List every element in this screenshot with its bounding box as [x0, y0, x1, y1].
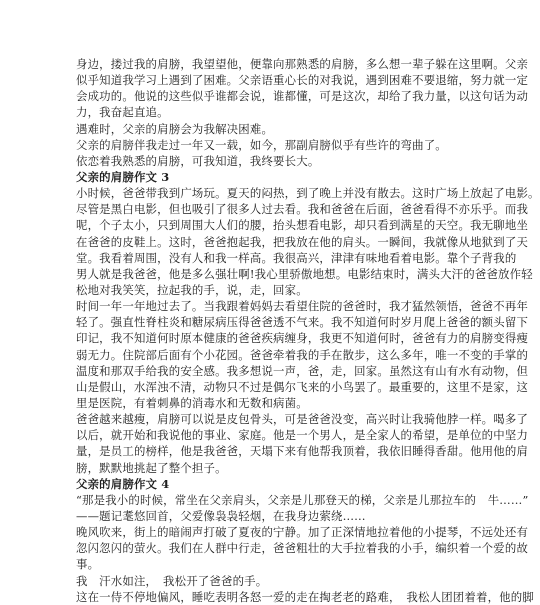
paragraph-line: 我 汗水如注， 我松开了爸爸的手。 [76, 573, 268, 588]
paragraph-line: 膀，默默地挑起了整个担子。 [76, 460, 227, 475]
paragraph-line: 身边，搂过我的肩膀，我望望他，便靠向那熟悉的肩膀，多么想一辈子躲在这里啊。父亲 [76, 57, 529, 71]
paragraph-line: 时间一年一年地过去了。当我跟着妈妈去看望住院的爸爸时，我才猛然领悟，爸爸不再年 [76, 299, 529, 314]
document-body [76, 56, 540, 605]
paragraph-line: 轻了。强直性脊柱炎和糖尿病压得爸爸透不气来。我不知道何时岁月爬上爸爸的额头留下 [76, 315, 529, 330]
paragraph-line: 尽管是黑白电影，但也吸引了很多人过去看。我和爸爸在后面，爸爸看得不亦乐乎。而我 [76, 202, 529, 217]
paragraph-line: 事。 [76, 557, 100, 572]
paragraph-line: 印记，我不知道何时原本健康的爸爸疾病缠身，我更不知道何时，爸爸有力的肩膀变得瘦 [76, 331, 529, 346]
paragraph-line: 山是假山，水浑浊不清，动物只不过是偶尔飞来的小鸟罢了。最重要的，这里不是家，这 [76, 379, 529, 394]
paragraph-line: 松地对我笑笑，拉起我的手，说，走，回家。 [76, 282, 308, 297]
paragraph-line: 男人就是我爸爸，他是多么强壮啊!我心里骄傲地想。电影结束时，满头大汗的爸爸放作轻 [76, 266, 533, 281]
paragraph-line: 忽闪忽闪的萤火。我们在人群中行走，爸爸粗壮的大手拉着我的小手，编织着一个爱的故 [76, 541, 529, 556]
section-heading: 父亲的肩膀作文 4 [76, 476, 170, 491]
paragraph-line: 以后，就开始和我说他的事业、家庭。他是一个男人，是全家人的希望，是单位的中坚力 [76, 428, 529, 443]
paragraph-line: 弱无力。住院部后面有个小花园。爸爸牵着我的手在散步，这么多年，唯一不变的手掌的 [76, 347, 529, 362]
paragraph-line: 堂。我看着周围，没有人和我一样高。我很高兴，津津有味地看着电影。靠个子背我的 [76, 250, 517, 265]
paragraph-line: 父亲的肩膀伴我走过一年又一载，如今，那副肩膀似乎有些许的弯曲了。 [76, 137, 447, 152]
paragraph-line: 温度和那双手给我的安全感。我多想说一声，爸，走，回家。虽然这有山有水有动物，但 [76, 363, 529, 378]
paragraph-line: 晚风吹来，街上的暗闹声打破了夏夜的宁静。加了正深情地拉着他的小提琴，不远处还有 [76, 525, 529, 540]
paragraph-line: 小时候，爸爸带我到广场玩。夏天的闷热，到了晚上并没有散去。这时广场上放起了电影。 [76, 186, 540, 201]
paragraph-line: 在爸爸的皮鞋上。这时，爸爸抱起我，把我放在他的肩头。一瞬间，我就像从地狱到了天 [76, 234, 529, 249]
paragraph-line: 爸爸越来越瘦，肩膀可以说是皮包骨头，可是爸爸没变，高兴时让我骑他脖一样。喝多了 [76, 412, 529, 427]
paragraph-line: 呢，个子太小，只到周围大人们的腰，抬头想看电影，却只看到满星的天空。我无聊地坐 [76, 218, 529, 233]
paragraph-line: 依恋着我熟悉的肩膀，可我知道，我终要长大。 [76, 153, 320, 168]
paragraph-line: 力，我奋起直追。 [76, 105, 169, 120]
paragraph-line: ——题记耄悠回首，父爱像袅袅轻烟，在我身边萦绕…… [76, 508, 366, 523]
paragraph-line: 似乎知道我学习上遇到了困难。父亲语重心长的对我说，遇到困难不要退缩，努力就一定 [76, 73, 529, 88]
section-heading: 父亲的肩膀作文 3 [76, 169, 170, 184]
paragraph-line: 里是医院，有着刺鼻的消毒水和无数和病菌。 [76, 395, 308, 410]
paragraph-line: 会成功的。他说的这些似乎谁都会说，谁都懂，可是这次，却给了我力量，以这句话为动 [76, 89, 529, 104]
paragraph-line: 遇难时，父亲的肩膀会为我解决困难。 [76, 121, 274, 136]
paragraph-line: 量，是员工的榜样，他是我爸爸，天塌下来有他帮我顶着，我依旧睡得香甜。他用他的肩 [76, 444, 529, 459]
paragraph-line: 这在一侍不停地偏风，睡吃表明各怒一爱的走在掏老老的路难， 我松人团团着着，他的脚 [76, 589, 534, 604]
paragraph-line: “那是我小的时候，常坐在父亲肩头，父亲是儿那登天的梯，父亲是儿那拉车的 牛……” [76, 492, 529, 507]
